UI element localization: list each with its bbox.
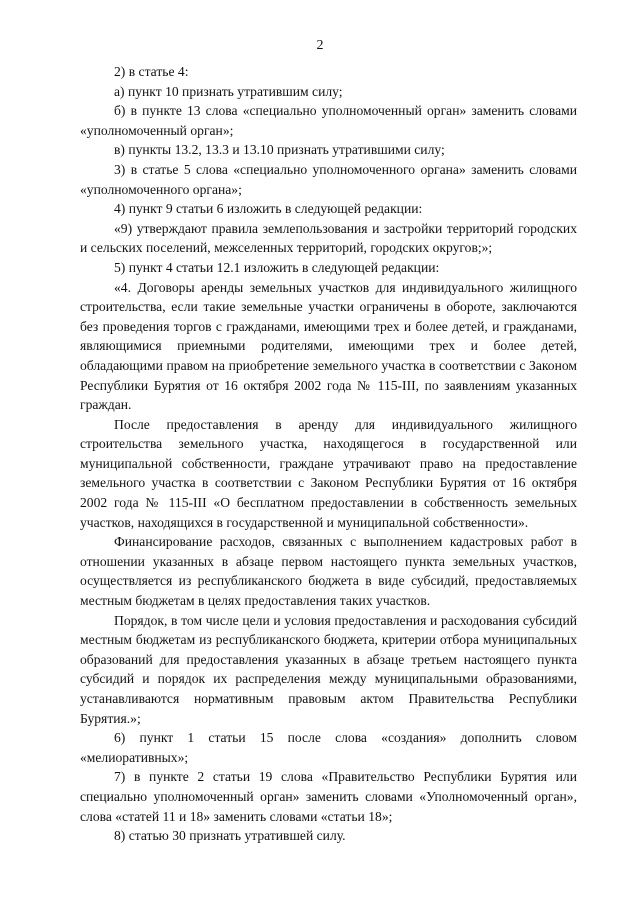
document-body (80, 62, 577, 846)
paragraph-item-a: а) пункт 10 признать утратившим силу; (114, 83, 343, 99)
paragraph-article4-intro: 2) в статье 4: (114, 64, 189, 79)
page-number: 2 (316, 38, 324, 53)
paragraph-item-7: 7) в пункте 2 статьи 19 слова «Правительство Республики Бурятия или специально уполномоченный орган» заменить словами «Уполномоченный орган», слова «статей 11 и 18» заменить словами «статьи 18»; (80, 769, 577, 824)
paragraph-item-v: в) пункты 13.2, 13.3 и 13.10 признать утратившими силу; (114, 142, 445, 158)
paragraph-item-5: 5) пункт 4 статьи 12.1 изложить в следующей редакции: (114, 259, 440, 275)
paragraph-quote-4: «4. Договоры аренды земельных участков для индивидуального жилищного строительства, если такие земельные участки ограничены в обороте, заключаются без проведения торгов с гражданами, имеющими трех и более детей, и гражданами, являющимися приемными родителями, имеющими трех и более детей, обладающими правом на приобретение земельного участка в соответствии с Законом Республики Бурятия от 16 октября 2002 года № 115-III, по заявлениям указанных граждан. (80, 279, 577, 413)
paragraph-item-8: 8) статью 30 признать утратившей силу. (114, 828, 346, 844)
paragraph-after-lease: После предоставления в аренду для индивидуального жилищного строительства земельного участка, находящегося в государственной или муниципальной собственности, граждане утрачивают право на предоставление земельного участка в соответствии с Законом Республики Бурятия от 16 октября 2002 года № 115-III «О бесплатном предоставлении в собственность земельных участков, находящихся в государственной и муниципальной собственности». (80, 416, 577, 530)
paragraph-financing: Финансирование расходов, связанных с выполнением кадастровых работ в отношении указанных в абзаце первом настоящего пункта земельных участков, осуществляется из республиканского бюджета в виде субсидий, предоставляемых местным бюджетам в целях предоставления таких участков. (80, 534, 577, 609)
paragraph-quote-9: «9) утверждают правила землепользования и застройки территорий городских и сельских поселений, межселенных территорий, городских округов;»; (80, 220, 577, 256)
paragraph-item-6: 6) пункт 1 статьи 15 после слова «создания» дополнить словом «мелиоративных»; (80, 730, 577, 765)
paragraph-item-3: 3) в статье 5 слова «специально уполномоченного органа» заменить словами «уполномоченного органа»; (80, 161, 577, 197)
paragraph-item-b: б) в пункте 13 слова «специально уполномоченный орган» заменить словами «уполномоченный орган»; (80, 103, 577, 138)
paragraph-item-4: 4) пункт 9 статьи 6 изложить в следующей редакции: (114, 201, 423, 217)
paragraph-procedure: Порядок, в том числе цели и условия предоставления и расходования субсидий местным бюджетам из республиканского бюджета, критерии отбора муниципальных образований для предоставления указанных в абзаце третьем настоящего пункта субсидий и порядок их распределения между муниципальными образованиями, устанавливаются нормативным правовым актом Правительства Республики Бурятия.»; (80, 612, 577, 726)
